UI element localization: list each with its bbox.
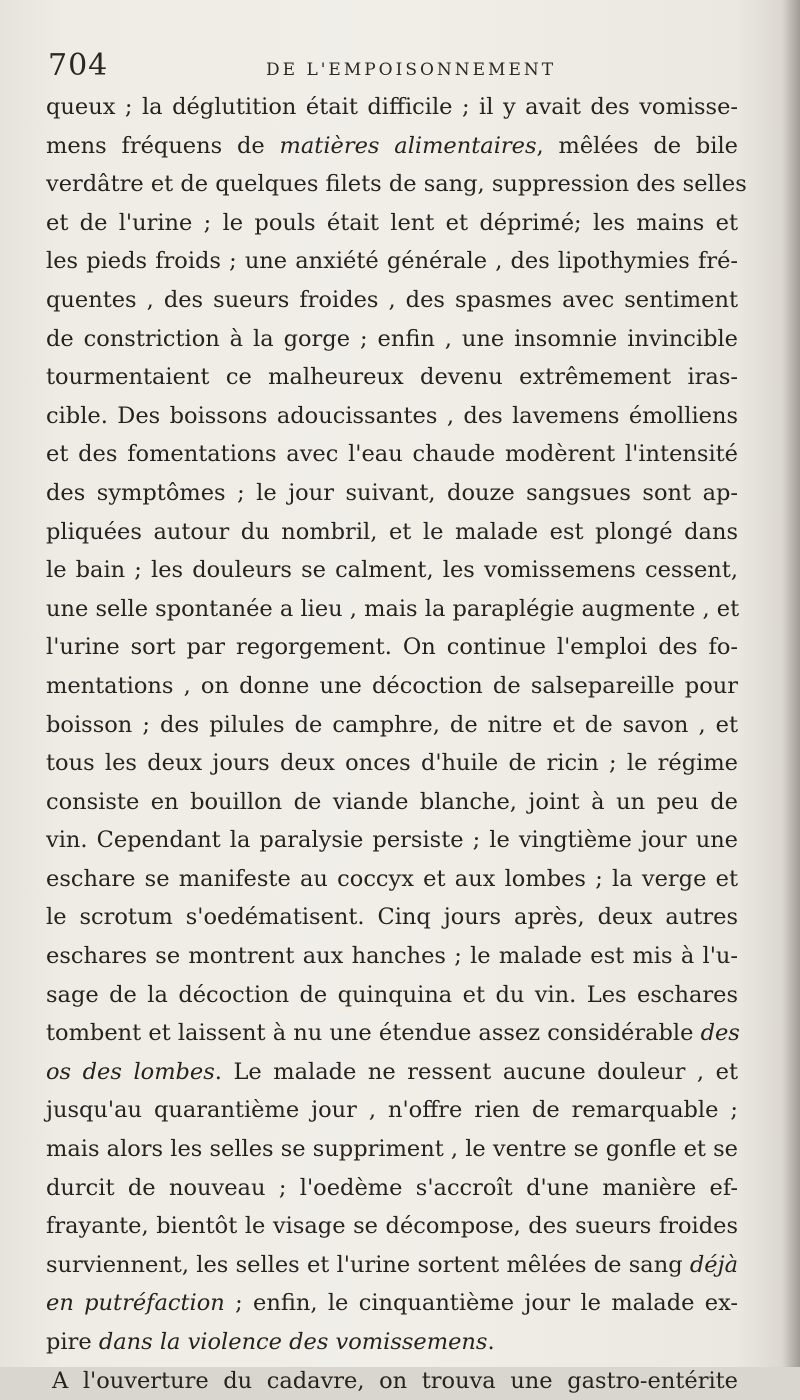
text-segment: surviennent, les selles et l'urine sortent mêlées de sang (46, 1251, 690, 1278)
text-line (46, 590, 738, 629)
text-line (46, 320, 738, 359)
text-line (46, 1323, 738, 1362)
text-segment: vin. Cependant la paralysie persiste ; le vingtième jour une (46, 827, 738, 854)
text-line (46, 435, 738, 474)
text-line (46, 1053, 738, 1092)
text-segment: . Le malade ne ressent aucune douleur , et (214, 1058, 738, 1085)
text-segment: pire (46, 1329, 99, 1355)
text-segment: une selle spontanée a lieu , mais la paraplégie augmente , et (46, 595, 740, 622)
text-segment: le scrotum s'oedématisent. Cinq jours après, deux autres (46, 904, 738, 931)
italic-text: dans la violence des vomissemens (98, 1329, 488, 1355)
text-segment: eschares se montrent aux hanches ; le malade est mis à l'u- (46, 943, 738, 970)
text-line (46, 204, 738, 243)
text-segment: tombent et laissent à nu une étendue assez considérable (46, 1020, 701, 1047)
text-segment: jusqu'au quarantième jour , n'offre rien de remarquable ; (46, 1097, 738, 1124)
text-line (46, 1169, 738, 1208)
text-line (46, 242, 738, 281)
italic-text: des (700, 1020, 740, 1047)
text-line (46, 628, 738, 667)
text-segment: de constriction à la gorge ; enfin , une insomnie invincible (46, 325, 738, 352)
text-line (46, 1207, 738, 1246)
text-line (46, 358, 738, 397)
text-segment: consiste en bouillon de viande blanche, joint à un peu de (46, 788, 738, 815)
italic-text: matières alimentaires (279, 132, 537, 159)
text-segment: le bain ; les douleurs se calment, les vomissemens cessent, (46, 557, 738, 584)
text-segment: eschare se manifeste au coccyx et aux lombes ; la verge et (46, 865, 738, 892)
page-edge-shadow (782, 0, 800, 1367)
text-segment: A l'ouverture du cadavre, on trouva une gastro-entérite (52, 1367, 738, 1394)
italic-text: os des lombes (46, 1058, 215, 1085)
text-segment: et des fomentations avec l'eau chaude modèrent l'intensité (46, 441, 738, 468)
text-line (46, 937, 738, 976)
text-line (46, 821, 738, 860)
text-segment: les pieds froids ; une anxiété générale , des lipothymies fré- (46, 248, 738, 275)
text-segment: l'urine sort par regorgement. On continue l'emploi des fo- (46, 634, 738, 661)
text-line (46, 860, 738, 899)
text-segment: et de l'urine ; le pouls était lent et déprimé; les mains et (46, 209, 738, 236)
text-line (46, 281, 738, 320)
text-segment: mais alors les selles se suppriment , le ventre se gonfle et se (46, 1136, 738, 1163)
text-segment: mentations , on donne une décoction de salsepareille pour (46, 672, 738, 699)
text-segment: mens fréquens de (46, 132, 280, 159)
page-number: 704 (48, 48, 109, 83)
text-segment: verdâtre et de quelques filets de sang, suppression des selles (46, 171, 747, 198)
text-segment: durcit de nouveau ; l'oedème s'accroît d'une manière ef- (46, 1174, 738, 1201)
text-line (46, 667, 738, 706)
text-line (46, 744, 738, 783)
text-segment: sage de la décoction de quinquina et du vin. Les eschares (46, 981, 738, 1008)
running-title: DE L'EMPOISONNEMENT (266, 60, 557, 80)
text-segment: . (487, 1329, 495, 1355)
text-segment: des symptômes ; le jour suivant, douze sangsues sont ap- (46, 479, 738, 506)
text-line (46, 1091, 738, 1130)
text-line (46, 551, 738, 590)
body-text (46, 88, 747, 1400)
text-line (46, 976, 738, 1015)
text-line (46, 898, 738, 937)
text-line (46, 127, 738, 166)
text-segment: tourmentaient ce malheureux devenu extrêmement iras- (46, 364, 738, 391)
text-line (46, 88, 738, 127)
text-segment: boisson ; des pilules de camphre, de nitre et de savon , et (46, 711, 738, 738)
italic-text: déjà (689, 1251, 738, 1278)
text-line (46, 165, 747, 204)
text-line (46, 513, 738, 552)
text-segment: quentes , des sueurs froides , des spasmes avec sentiment (46, 286, 738, 313)
text-line (46, 397, 738, 436)
text-segment: queux ; la déglutition était difficile ; il y avait des vomisse- (46, 94, 738, 120)
text-line (46, 783, 738, 822)
text-segment: tous les deux jours deux onces d'huile de ricin ; le régime (46, 750, 738, 777)
text-line (46, 1014, 738, 1053)
text-segment: frayante, bientôt le visage se décompose, des sueurs froides (46, 1213, 738, 1240)
text-segment: , mêlées de bile (536, 132, 738, 159)
text-line (46, 706, 738, 745)
page-header (48, 48, 748, 88)
text-segment: cible. Des boissons adoucissantes , des lavemens émolliens (46, 402, 738, 429)
text-line (46, 1362, 738, 1400)
text-segment: ; enfin, le cinquantième jour le malade ex- (224, 1290, 738, 1317)
italic-text: en putréfaction (46, 1290, 225, 1317)
text-line (46, 1130, 738, 1169)
text-line (46, 474, 738, 513)
text-line (46, 1246, 738, 1285)
text-segment: pliquées autour du nombril, et le malade est plongé dans (46, 518, 738, 545)
text-line (46, 1284, 738, 1323)
